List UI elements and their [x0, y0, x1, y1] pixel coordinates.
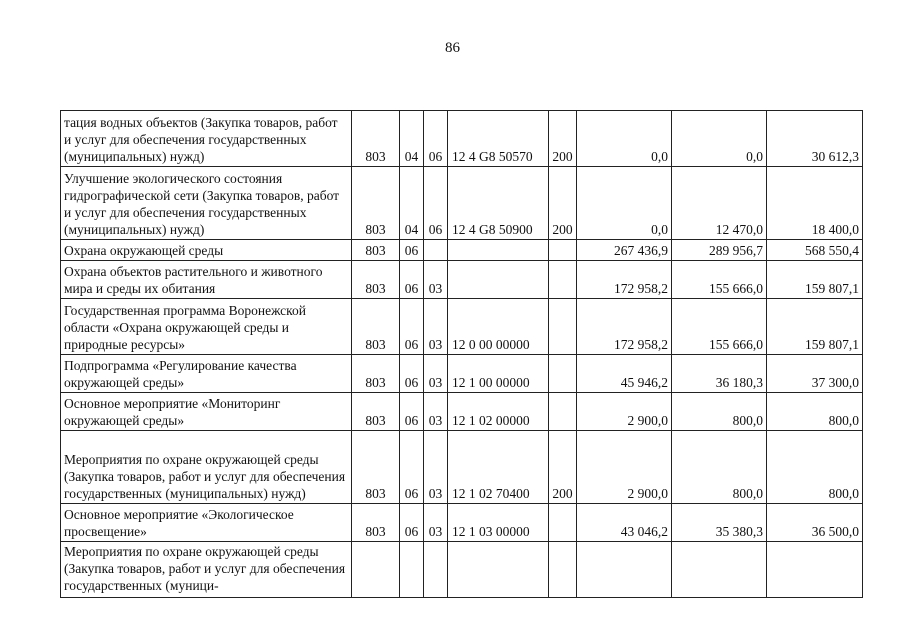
value-3-cell: 159 807,1 — [767, 261, 863, 299]
page-number: 86 — [445, 40, 460, 56]
value-2-cell: 800,0 — [672, 431, 767, 504]
row-name-cell: тация водных объектов (Закупка товаров, работ и услуг для обеспечения государственных (муниципальных) нужд) — [61, 111, 352, 167]
csr-cell: 12 1 03 00000 — [448, 504, 549, 542]
value-1-cell: 172 958,2 — [577, 299, 672, 355]
pr-cell: 03 — [424, 299, 448, 355]
value-1-cell: 0,0 — [577, 111, 672, 167]
table-row — [61, 261, 863, 299]
value-1-cell: 172 958,2 — [577, 261, 672, 299]
rz-cell — [400, 542, 424, 598]
csr-cell: 12 4 G8 50900 — [448, 167, 549, 240]
table-row — [61, 111, 863, 167]
csr-cell: 12 4 G8 50570 — [448, 111, 549, 167]
rz-cell: 06 — [400, 504, 424, 542]
row-name-cell: Подпрограмма «Регулирование качества окружающей среды» — [61, 355, 352, 393]
row-name-cell: Охрана окружающей среды — [61, 240, 352, 261]
pr-cell: 06 — [424, 111, 448, 167]
csr-cell — [448, 542, 549, 598]
value-1-cell: 45 946,2 — [577, 355, 672, 393]
vr-cell — [549, 393, 577, 431]
value-2-cell: 36 180,3 — [672, 355, 767, 393]
table-row — [61, 240, 863, 261]
value-3-cell: 800,0 — [767, 431, 863, 504]
rz-cell: 04 — [400, 111, 424, 167]
row-name-cell: Охрана объектов растительного и животного мира и среды их обитания — [61, 261, 352, 299]
vr-cell — [549, 261, 577, 299]
rz-cell: 06 — [400, 261, 424, 299]
value-2-cell: 800,0 — [672, 393, 767, 431]
table-row — [61, 299, 863, 355]
rz-cell: 04 — [400, 167, 424, 240]
value-3-cell: 159 807,1 — [767, 299, 863, 355]
table-row — [61, 355, 863, 393]
row-name-cell: Мероприятия по охране окружающей среды (Закупка товаров, работ и услуг для обеспечения государственных (муници- — [61, 542, 352, 598]
vr-cell: 200 — [549, 167, 577, 240]
csr-cell: 12 1 02 00000 — [448, 393, 549, 431]
table-row — [61, 167, 863, 240]
rz-cell: 06 — [400, 431, 424, 504]
csr-cell — [448, 261, 549, 299]
value-1-cell: 2 900,0 — [577, 431, 672, 504]
ved-cell: 803 — [352, 355, 400, 393]
value-3-cell: 30 612,3 — [767, 111, 863, 167]
vr-cell — [549, 355, 577, 393]
value-3-cell: 568 550,4 — [767, 240, 863, 261]
rz-cell: 06 — [400, 355, 424, 393]
value-1-cell: 267 436,9 — [577, 240, 672, 261]
pr-cell: 03 — [424, 393, 448, 431]
csr-cell: 12 1 00 00000 — [448, 355, 549, 393]
pr-cell — [424, 542, 448, 598]
pr-cell: 06 — [424, 167, 448, 240]
table-row — [61, 504, 863, 542]
budget-table — [60, 110, 863, 598]
value-2-cell: 12 470,0 — [672, 167, 767, 240]
table-row — [61, 393, 863, 431]
ved-cell — [352, 542, 400, 598]
ved-cell: 803 — [352, 299, 400, 355]
pr-cell: 03 — [424, 355, 448, 393]
ved-cell: 803 — [352, 431, 400, 504]
value-3-cell — [767, 542, 863, 598]
value-1-cell: 2 900,0 — [577, 393, 672, 431]
value-2-cell — [672, 542, 767, 598]
csr-cell — [448, 240, 549, 261]
table-row — [61, 542, 863, 598]
pr-cell — [424, 240, 448, 261]
vr-cell: 200 — [549, 111, 577, 167]
ved-cell: 803 — [352, 111, 400, 167]
value-3-cell: 800,0 — [767, 393, 863, 431]
value-2-cell: 289 956,7 — [672, 240, 767, 261]
pr-cell: 03 — [424, 431, 448, 504]
rz-cell: 06 — [400, 299, 424, 355]
csr-cell: 12 0 00 00000 — [448, 299, 549, 355]
rz-cell: 06 — [400, 393, 424, 431]
vr-cell — [549, 299, 577, 355]
vr-cell — [549, 504, 577, 542]
vr-cell — [549, 542, 577, 598]
value-1-cell: 43 046,2 — [577, 504, 672, 542]
value-2-cell: 0,0 — [672, 111, 767, 167]
value-2-cell: 35 380,3 — [672, 504, 767, 542]
csr-cell: 12 1 02 70400 — [448, 431, 549, 504]
value-3-cell: 18 400,0 — [767, 167, 863, 240]
row-name-cell: Основное мероприятие «Мониторинг окружающей среды» — [61, 393, 352, 431]
pr-cell: 03 — [424, 504, 448, 542]
value-1-cell: 0,0 — [577, 167, 672, 240]
value-2-cell: 155 666,0 — [672, 299, 767, 355]
pr-cell: 03 — [424, 261, 448, 299]
row-name-cell: Улучшение экологического состояния гидрографической сети (Закупка товаров, работ и услуг для обеспечения государственных (муниципальных) нужд) — [61, 167, 352, 240]
rz-cell: 06 — [400, 240, 424, 261]
vr-cell: 200 — [549, 431, 577, 504]
value-1-cell — [577, 542, 672, 598]
vr-cell — [549, 240, 577, 261]
table-row — [61, 431, 863, 504]
ved-cell: 803 — [352, 167, 400, 240]
row-name-cell: Основное мероприятие «Экологическое просвещение» — [61, 504, 352, 542]
ved-cell: 803 — [352, 393, 400, 431]
ved-cell: 803 — [352, 504, 400, 542]
value-3-cell: 37 300,0 — [767, 355, 863, 393]
value-3-cell: 36 500,0 — [767, 504, 863, 542]
ved-cell: 803 — [352, 240, 400, 261]
ved-cell: 803 — [352, 261, 400, 299]
row-name-cell: Государственная программа Воронежской области «Охрана окружающей среды и природные ресурсы» — [61, 299, 352, 355]
row-name-cell: Мероприятия по охране окружающей среды (Закупка товаров, работ и услуг для обеспечения государственных (муниципальных) нужд) — [61, 431, 352, 504]
value-2-cell: 155 666,0 — [672, 261, 767, 299]
